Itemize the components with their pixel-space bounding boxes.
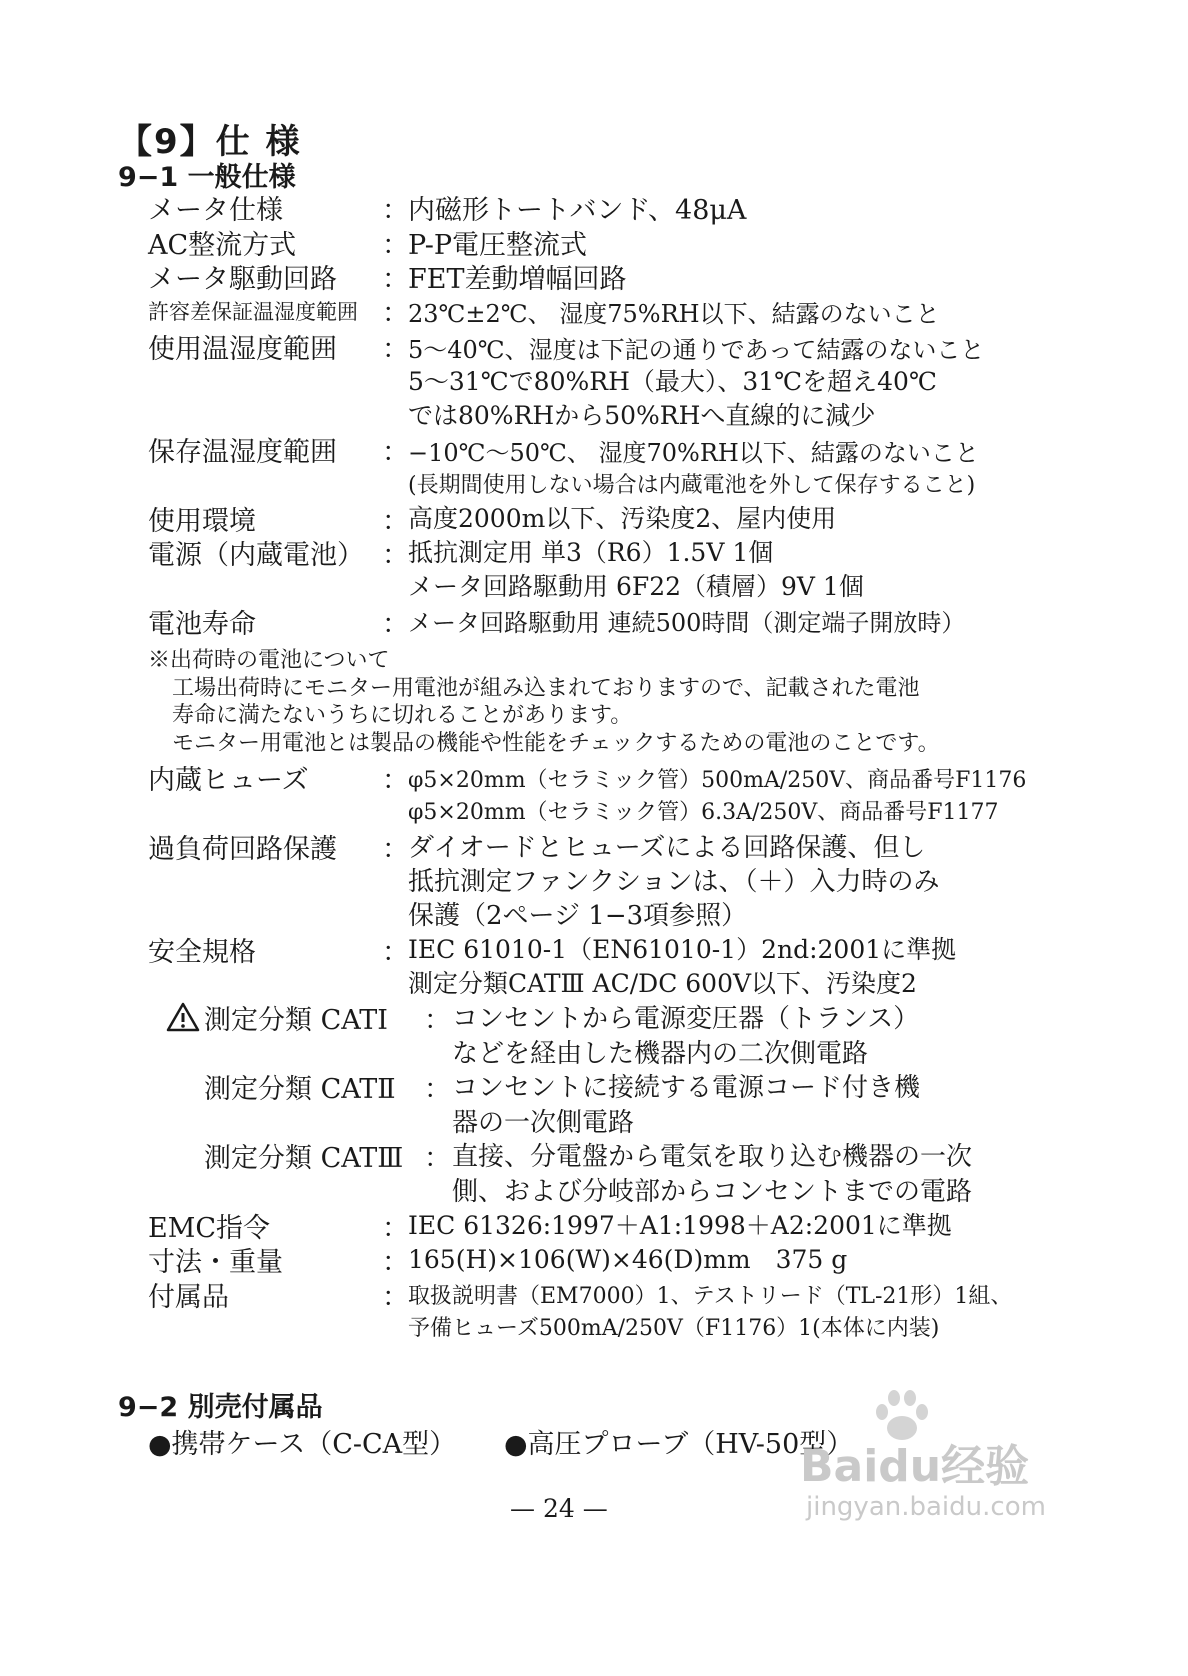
power-label: 電源（内蔵電池） [148, 540, 364, 571]
power-value-1: 抵抗測定用 単3（R6）1.5V 1個 [408, 538, 774, 567]
note-line-3: モニター用電池とは製品の機能や性能をチェックするための電池のことです。 [172, 731, 940, 756]
use-value-1: 5〜40℃、湿度は下記の通りであって結露のないこと [408, 336, 985, 364]
emc-value: IEC 61326:1997＋A1:1998＋A2:2001に準拠 [408, 1211, 952, 1240]
colon: ： [382, 437, 409, 468]
env-label: 使用環境 [148, 506, 256, 537]
note-line-2: 寿命に満たないうちに切れることがあります。 [172, 703, 633, 728]
ac-label: AC整流方式 [148, 230, 297, 261]
overload-value-2: 抵抗測定ファンクションは、（＋）入力時のみ [408, 867, 940, 897]
note-line-1: 工場出荷時にモニター用電池が組み込まれておりますので、記載された電池 [172, 676, 920, 701]
tol-value: 23℃±2℃、 湿度75%RH以下、結露のないこと [408, 300, 940, 328]
colon: ： [382, 264, 409, 295]
colon: ： [382, 334, 409, 365]
colon: ： [382, 834, 409, 865]
note-title: ※出荷時の電池について [148, 648, 390, 673]
env-value: 高度2000m以下、汚染度2、屋内使用 [408, 504, 837, 533]
overload-value-3: 保護（2ページ 1−3項参照） [408, 901, 748, 931]
colon: ： [382, 1247, 409, 1278]
colon: ： [382, 298, 409, 329]
overload-label: 過負荷回路保護 [148, 834, 337, 865]
fuse-label: 内蔵ヒューズ [148, 765, 309, 796]
emc-label: EMC指令 [148, 1213, 271, 1244]
cat3-value-2: 側、および分岐部からコンセントまでの電路 [452, 1177, 973, 1207]
acc-label: 付属品 [148, 1282, 229, 1313]
use-value-3: では80%RHから50%RHへ直線的に減少 [408, 401, 876, 430]
watermark-brand: Baidu经验 [800, 1441, 1030, 1492]
cat2-label: 測定分類 CATⅡ [204, 1074, 396, 1105]
colon: ： [382, 765, 409, 796]
colon: ： [424, 1143, 451, 1174]
colon: ： [382, 1282, 409, 1313]
colon: ： [382, 1213, 409, 1244]
safety-label: 安全規格 [148, 937, 256, 968]
store-value-1: −10℃〜50℃、 湿度70%RH以下、結露のないこと [408, 439, 979, 467]
option-item-2: ●高圧プローブ（HV-50型） [504, 1429, 854, 1460]
colon: ： [382, 609, 409, 640]
drive-label: メータ駆動回路 [148, 264, 337, 295]
safety-value-2: 測定分類CATⅢ AC/DC 600V以下、汚染度2 [408, 969, 917, 998]
safety-value-1: IEC 61010-1（EN61010-1）2nd:2001に準拠 [408, 935, 957, 964]
cat3-label: 測定分類 CATⅢ [204, 1143, 404, 1174]
colon: ： [382, 506, 409, 537]
colon: ： [382, 230, 409, 261]
page-number: — 24 — [510, 1494, 608, 1523]
options-heading: 9−2 別売付属品 [118, 1392, 323, 1423]
colon: ： [382, 540, 409, 571]
fuse-value-2: φ5×20mm（セラミック管）6.3A/250V、商品番号F1177 [408, 800, 999, 825]
use-label: 使用温湿度範囲 [148, 334, 337, 365]
dim-value: 165(H)×106(W)×46(D)mm 375 g [408, 1245, 848, 1274]
general-spec-heading: 9−1 一般仕様 [118, 162, 296, 193]
battery-label: 電池寿命 [148, 609, 256, 640]
acc-value-2: 予備ヒューズ500mA/250V（F1176）1(本体に内装) [408, 1316, 940, 1341]
watermark-url: jingyan.baidu.com [806, 1492, 1046, 1522]
section-title: 【9】仕 様 [118, 122, 302, 162]
cat1-value-2: などを経由した機器内の二次側電路 [452, 1039, 869, 1069]
tol-label: 許容差保証温湿度範囲 [148, 300, 358, 324]
colon: ： [424, 1005, 451, 1036]
colon: ： [382, 937, 409, 968]
cat3-value-1: 直接、分電盤から電気を取り込む機器の一次 [452, 1142, 973, 1172]
cat2-value-2: 器の一次側電路 [452, 1108, 635, 1138]
dim-label: 寸法・重量 [148, 1247, 283, 1278]
store-label: 保存温湿度範囲 [148, 437, 337, 468]
meter-value: 内磁形トートバンド、48μA [408, 195, 747, 226]
use-value-2: 5〜31℃で80%RH（最大）、31℃を超え40℃ [408, 367, 937, 396]
drive-value: FET差動増幅回路 [408, 264, 627, 295]
meter-label: メータ仕様 [148, 195, 283, 226]
battery-value: メータ回路駆動用 連続500時間（測定端子開放時） [408, 609, 966, 637]
overload-value-1: ダイオードとヒューズによる回路保護、但し [408, 833, 926, 863]
acc-value-1: 取扱説明書（EM7000）1、テストリード（TL-21形）1組、 [408, 1284, 1013, 1309]
cat1-label: 測定分類 CATⅠ [204, 1005, 388, 1036]
fuse-value-1: φ5×20mm（セラミック管）500mA/250V、商品番号F1176 [408, 768, 1027, 793]
ac-value: P-P電圧整流式 [408, 230, 587, 261]
option-item-1: ●携帯ケース（C-CA型） [148, 1429, 457, 1460]
colon: ： [424, 1074, 451, 1105]
cat2-value-1: コンセントに接続する電源コード付き機 [452, 1073, 921, 1103]
cat1-value-1: コンセントから電源変圧器（トランス） [452, 1004, 920, 1034]
warning-icon [166, 1002, 200, 1032]
colon: ： [382, 195, 409, 226]
store-value-2: (長期間使用しない場合は内蔵電池を外して保存すること) [408, 473, 976, 498]
power-value-2: メータ回路駆動用 6F22（積層）9V 1個 [408, 572, 864, 601]
